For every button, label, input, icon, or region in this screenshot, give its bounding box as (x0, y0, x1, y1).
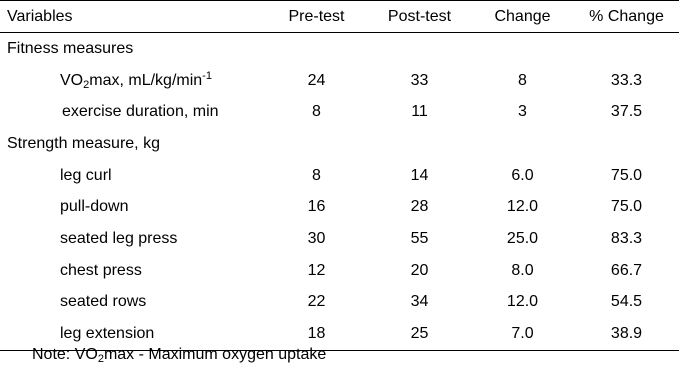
section-row-strength (0, 128, 679, 160)
table-row (0, 223, 679, 255)
note-prefix: Note: VO (32, 346, 98, 363)
vo2-subscript: 2 (83, 79, 90, 92)
cell-pre: 22 (307, 293, 326, 311)
vo2-superscript: -1 (202, 70, 212, 83)
note-rest: max - Maximum oxygen uptake (103, 346, 327, 363)
row-label: chest press (60, 261, 142, 279)
cell-pre: 16 (307, 198, 326, 216)
row-label: pull-down (60, 198, 129, 216)
table-row (0, 191, 679, 223)
cell-change: 12.0 (506, 198, 539, 216)
row-label: leg extension (60, 325, 155, 343)
table-row (0, 96, 679, 128)
cell-pre: 18 (307, 325, 326, 343)
header-post-test: Post-test (387, 7, 452, 25)
row-label-vo2max (0, 65, 265, 97)
row-label: seated leg press (60, 229, 178, 247)
cell-change: 25.0 (506, 229, 539, 247)
cell-pct: 37.5 (610, 103, 643, 121)
header-change: Change (494, 7, 551, 25)
row-label: leg curl (60, 166, 112, 184)
cell-pct: 83.3 (610, 229, 643, 247)
section-title-fitness: Fitness measures (7, 39, 134, 57)
note-subscript: 2 (97, 353, 104, 365)
cell-change: 12.0 (506, 293, 539, 311)
cell-change: 8 (518, 71, 527, 89)
cell-change: 7.0 (511, 325, 534, 343)
cell-post: 20 (410, 261, 429, 279)
cell-post: 25 (410, 325, 429, 343)
vo2-rest: max, mL/kg/min (89, 72, 203, 90)
cell-pct: 66.7 (610, 261, 643, 279)
cell-pct: 54.5 (610, 293, 643, 311)
cell-pre: 24 (307, 71, 326, 89)
cell-pct: 33.3 (610, 71, 643, 89)
cell-post: 34 (410, 293, 429, 311)
table-row (0, 287, 679, 319)
cell-pre: 8 (312, 103, 321, 121)
cell-post: 33 (410, 71, 429, 89)
table-row (0, 65, 679, 97)
table-row (0, 255, 679, 287)
cell-pre: 12 (307, 261, 326, 279)
section-title-strength: Strength measure, kg (7, 134, 160, 152)
cell-change: 3 (518, 103, 527, 121)
cell-post: 28 (410, 198, 429, 216)
vo2-main: VO (60, 72, 84, 90)
row-label: seated rows (60, 293, 147, 311)
cell-pct: 38.9 (610, 325, 643, 343)
row-label: exercise duration, min (62, 103, 219, 121)
table-note (32, 346, 326, 365)
cell-pre: 8 (312, 166, 321, 184)
header-pre-test: Pre-test (288, 7, 345, 25)
cell-pct: 75.0 (610, 198, 643, 216)
header-row (0, 1, 679, 33)
cell-pct: 75.0 (610, 166, 643, 184)
cell-change: 6.0 (511, 166, 534, 184)
cell-post: 14 (410, 166, 429, 184)
header-variables: Variables (7, 7, 73, 25)
section-row-fitness (0, 33, 679, 65)
header-percent-change: % Change (589, 7, 664, 25)
cell-pre: 30 (307, 229, 326, 247)
cell-change: 8.0 (511, 261, 534, 279)
cell-post: 55 (410, 229, 429, 247)
cell-post: 11 (411, 103, 428, 121)
table-row (0, 160, 679, 192)
